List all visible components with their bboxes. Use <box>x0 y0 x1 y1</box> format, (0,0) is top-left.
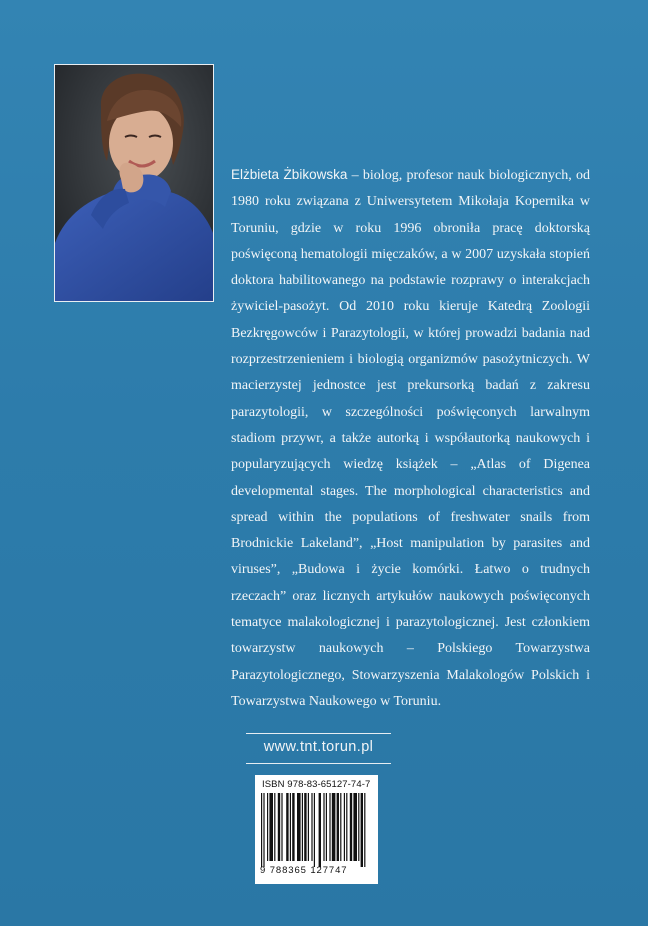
author-biography <box>231 162 590 715</box>
barcode-bar <box>302 793 303 861</box>
website-divider-top <box>246 733 391 734</box>
author-photo <box>54 64 214 302</box>
barcode-bar <box>292 793 294 861</box>
barcode-bar <box>308 793 309 861</box>
barcode-bar <box>269 793 273 861</box>
publisher-website: www.tnt.torun.pl <box>263 739 374 755</box>
barcode-bar <box>346 793 347 861</box>
barcode-bar <box>344 793 345 861</box>
barcode-bar <box>332 793 336 861</box>
biography-text: – biolog, profesor nauk biologicznych, od 1980 roku związana z Uniwersytetem Mikołaja Kopernika w Toruniu, gdzie w roku 1996 obroniła pracę doktorską poświęconą hematologii mięczaków, a w 2007 uzyskała stopień doktora habilitowanego na podstawie rozprawy o interakcjach żywiciel-pasożyt. Od 2010 roku kieruje Katedrą Zoologii Bezkręgowców i Parazytologii, w której prowadzi badania nad rozprzestrzenieniem i biologią organizmów pasożytniczych. W macierzystej jednostce jest prekursorką badań z zakresu parazytologii, w szczególności poświęconych larwalnym stadiom przywr, a także autorką i współautorką naukowych i popularyzujących wiedzę książek – „Atlas of Digenea developmental stages. The morphological characteristics and spread within the populations of freshwater snails from Brodnickie Lakeland”, „Host manipulation by parasites and viruses”, „Budowa i życie komórki. Łatwo o trudnych rzeczach” oraz licznych artykułów naukowych poświęconych tematyce malakologicznej i parazytologicznej. Jest członkiem towarzystw naukowych – Polskiego Towarzystwa Parazytologicznego, Stowarzyszenia Malakologów Polskich i Towarzystwa Naukowego w Toruniu. <box>231 168 590 709</box>
barcode-bar <box>323 793 324 861</box>
barcode-bar <box>286 793 288 861</box>
barcode-bar <box>326 793 327 861</box>
author-portrait-image <box>55 65 213 301</box>
barcode-bar <box>281 793 282 861</box>
barcode-bar <box>350 793 352 861</box>
barcode-bar <box>358 793 359 861</box>
barcode-bar <box>329 793 330 861</box>
barcode-bar <box>267 793 268 861</box>
author-name: Elżbieta Żbikowska <box>231 167 348 182</box>
isbn-label: ISBN 978-83-65127-74-7 <box>262 779 371 790</box>
barcode-bar <box>319 793 321 867</box>
isbn-barcode <box>255 775 378 884</box>
barcode-bar <box>263 793 264 867</box>
website-divider-bottom <box>246 763 391 764</box>
barcode-bar <box>311 793 312 861</box>
barcode-bar <box>364 793 365 867</box>
barcode-bars <box>261 793 372 867</box>
barcode-bar <box>278 793 280 861</box>
barcode-bar <box>361 793 363 867</box>
barcode-bar <box>304 793 306 861</box>
barcode-bar <box>290 793 291 861</box>
barcode-bar <box>337 793 339 861</box>
barcode-bar <box>340 793 341 861</box>
barcode-bar <box>353 793 357 861</box>
barcode-digits: 9 788365 127747 <box>260 865 348 876</box>
barcode-bar <box>314 793 315 867</box>
barcode-bar <box>297 793 301 861</box>
barcode-bar <box>274 793 275 861</box>
barcode-bar <box>261 793 262 867</box>
